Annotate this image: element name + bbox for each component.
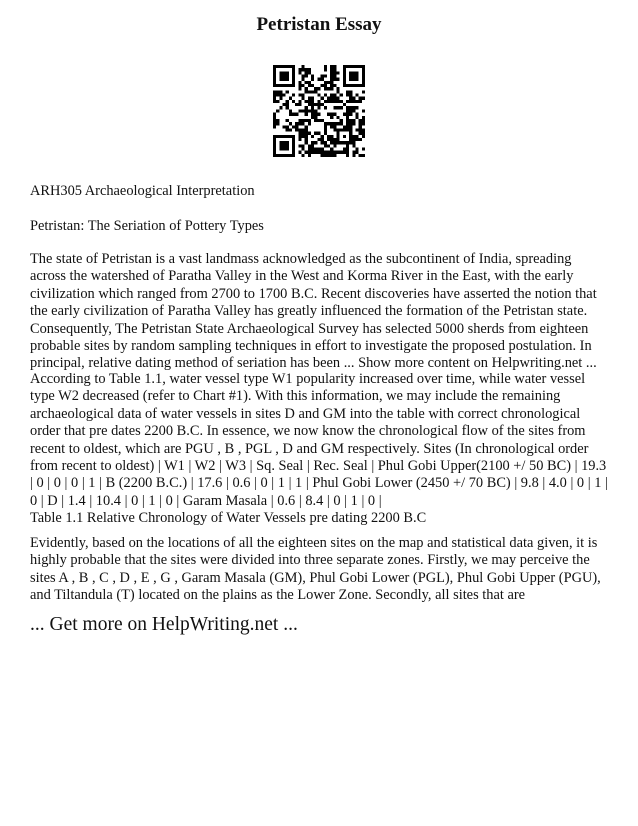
qr-code-icon[interactable]: [273, 65, 365, 157]
course-line: ARH305 Archaeological Interpretation: [30, 183, 255, 199]
essay-subtitle: Petristan: The Seriation of Pottery Types: [30, 218, 264, 234]
get-more-link[interactable]: ... Get more on HelpWriting.net ...: [30, 614, 298, 635]
paragraph-table-analysis: According to Table 1.1, water vessel type W1 popularity increased over time, while water vessel type W2 decreased (refer to Chart #1). With this information, we may include the remaining archaeological data of water vessels in sites D and GM into the table with correct chronological order that pre dates 2200 B.C. In essence, we now know the chronological flow of the sites from recent to oldest, which are PGU , B , PGL , D and GM respectively. Sites (In chronological order from recent to oldest) | W1 | W2 | W3 | Sq. Seal | Rec. Seal | Phul Gobi Upper(2100 +/ 50 BC) | 19.3 | 0 | 0 | 0 | 1 | B (2200 B.C.) | 17.6 | 0.6 | 0 | 1 | 1 | Phul Gobi Lower (2450 +/ 70 BC) | 9.8 | 4.0 | 0 | 1 | 0 | D | 1.4 | 10.4 | 0 | 1 | 0 | Garam Masala | 0.6 | 8.4 | 0 | 1 | 0 |: [30, 371, 608, 509]
paragraph-group: [30, 371, 610, 528]
paragraph-zones: Evidently, based on the locations of all the eighteen sites on the map and statistical data given, it is highly probable that the sites were divided into three separate zones. Firstly, we may perceive the sites A , B , C , D , E , G , Garam Masala (GM), Phul Gobi Lower (PGL), Phul Gobi Upper (PGU), and Tiltandula (T) located on the plains as the Lower Zone. Secondly, all sites that are: [30, 535, 601, 604]
paragraph-intro: The state of Petristan is a vast landmass acknowledged as the subcontinent of India, spreading across the watershed of Paratha Valley in the West and Korma River in the East, with the early civilization which ranged from 2700 to 1700 B.C. Recent discoveries have asserted the notion that the early civilization of Paratha Valley has greatly influenced the formation of the Petristan state. Consequently, The Petristan State Archaeological Survey has selected 5000 sherds from eighteen probable sites by random sampling techniques in effort to investigate the proposed postulation. In principal, relative dating method of seriation has been ... Show more content on Helpwriting.net ...: [30, 251, 597, 372]
table-caption: Table 1.1 Relative Chronology of Water Vessels pre dating 2200 B.C: [30, 510, 427, 527]
page-title: Petristan Essay: [256, 14, 382, 35]
